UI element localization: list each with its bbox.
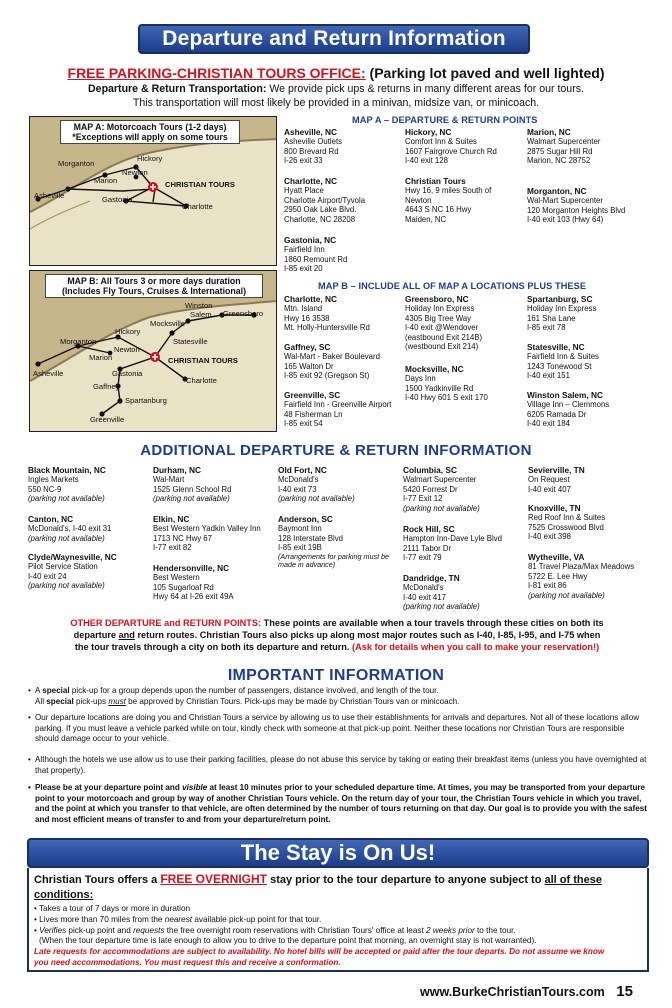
location-name: Hickory, NC (405, 127, 452, 137)
location-line: I-40 exit 103 (Hwy 64) (527, 215, 604, 225)
stay-intro-red: FREE OVERNIGHT (160, 872, 268, 886)
location-line: Walmart Supercenter (527, 137, 601, 147)
location-line: 1713 NC Hwy 67 (153, 533, 212, 543)
location-name: Statesville, NC (527, 342, 585, 352)
town-greensboro: Greensboro (223, 309, 264, 318)
location-line: 6205 Ramada Dr (527, 409, 587, 419)
location-line: I-77 Exit 12 (403, 494, 443, 504)
c2-post: available pick-up point for that tour. (192, 914, 322, 924)
parking-label: FREE PARKING-CHRISTIAN TOURS OFFICE: (67, 65, 366, 81)
location-line: 161 Sha Lane (527, 313, 576, 323)
location-name: Old Fort, NC (278, 465, 327, 475)
transport-info (30, 83, 642, 111)
location-line: Mtn. Island (284, 304, 323, 314)
town-hickory: Hickory (137, 154, 163, 163)
location-greenville (284, 390, 391, 429)
bullet-icon: • (28, 783, 31, 792)
location-line: Charlotte Airport/Tyvola (284, 195, 366, 205)
other-label: OTHER DEPARTURE and RETURN POINTS: (70, 618, 262, 628)
other-line2u: and (118, 629, 135, 640)
location-durham (153, 465, 231, 504)
c3-em2: requests (133, 925, 165, 935)
stay-box (27, 868, 649, 972)
location-line: Maiden, NC (405, 214, 447, 224)
location-columbia (403, 465, 480, 513)
location-asheville (284, 127, 342, 166)
location-winston-salem (527, 390, 609, 429)
other-line1: These points are available when a tour travels through these cities on both its (261, 618, 604, 628)
c3-em1: Verifies (39, 925, 67, 935)
location-line: 128 Interstate Blvd (278, 533, 344, 543)
map-b-title (45, 274, 263, 298)
location-name: Charlotte, NC (284, 176, 338, 186)
stay-intro-mid: stay prior to the tour departure to anyone subject to (267, 874, 545, 886)
location-note: (parking not available) (403, 602, 480, 612)
location-line: Holiday Inn Express (405, 304, 475, 314)
location-line: Baymont Inn (278, 524, 322, 534)
map-b (29, 270, 277, 432)
location-name: Anderson, SC (278, 514, 333, 524)
location-name: Sevierville, TN (528, 465, 585, 475)
b2-text: Our departure locations are doing you and Christian Tours a service by allowing us to use their establishments for arrivals and departures. Not all of these locations allow parking. If you must leave a vehicle parked while on tour, kindly check with someone at that pick-up point. Neither these locations nor Christian Tours are responsible should damage occur to your vehicle. (35, 713, 640, 744)
stay-intro (34, 872, 642, 902)
location-clyde-waynesville (28, 552, 117, 591)
stay-intro-u: all of these conditions: (34, 874, 602, 901)
location-name: Winston Salem, NC (527, 390, 603, 400)
location-line: Days Inn (405, 374, 436, 384)
location-name: Gastonia, NC (284, 235, 337, 245)
important-bullet-4 (28, 783, 648, 826)
b1-l2-pre: All (35, 696, 47, 706)
location-rock-hill (403, 524, 502, 563)
other-line2b: return routes. Christian Tours also picks up along most major routes such as I-40, I-85, I-95, and I-75 when (134, 629, 601, 640)
parking-heading (0, 65, 672, 82)
bullet-icon: • (28, 713, 31, 722)
map-b-title-line1: MAP B: All Tours 3 or more days duration (67, 276, 241, 286)
important-title: IMPORTANT INFORMATION (227, 667, 445, 684)
location-charlotte (284, 176, 365, 224)
other-line3-red: (Ask for details when you call to make your reservation!) (349, 641, 600, 652)
stay-condition-1: • Takes a tour of 7 days or more in duration (34, 903, 191, 913)
location-mocksville (405, 364, 488, 403)
location-wytheville (528, 552, 634, 600)
location-line: Hwy 64 at I-26 exit 49A (153, 592, 234, 602)
stay-condition-2: • Lives more than 70 miles from the nearest available pick-up point for that tour. (34, 914, 322, 924)
location-note: (parking not available) (28, 494, 105, 504)
location-line: I-40 exit 73 (278, 484, 317, 494)
location-line: 4643 S NC 16 Hwy (405, 205, 472, 215)
stay-banner: The Stay is On Us! (27, 838, 649, 868)
transport-label: Departure & Return Transportation: (88, 83, 267, 95)
location-name: Wytheville, VA (528, 552, 585, 562)
location-line: I-81 exit 86 (528, 581, 567, 591)
location-line: 48 Fisherman Ln (284, 409, 343, 419)
town-marion: Marion (94, 176, 118, 185)
c1: Takes a tour of 7 days or more in duration (39, 903, 191, 913)
map-b-section-title: MAP B – INCLUDE ALL OF MAP A LOCATIONS PLUS THESE (318, 281, 587, 291)
b1-l2-mid: pick-ups (73, 696, 109, 706)
location-note: (parking not available) (28, 533, 105, 543)
location-line: 2950 Oak Lake Blvd. (284, 205, 357, 215)
b3-text: Although the hotels we use allow us to use their parking facilities, please do not abuse this service by taking or eating their breakfast items (unless you have overnighted at that property). (35, 755, 647, 775)
location-knoxville (528, 503, 605, 542)
office-label: CHRISTIAN TOURS (168, 356, 238, 365)
town-marion: Marion (89, 353, 113, 362)
location-line: I-85 exit 19B (278, 543, 322, 553)
location-line: Fairfield Inn - Greenville Airport (284, 400, 392, 410)
parking-note: (Parking lot paved and well lighted) (365, 65, 605, 81)
location-name: Marion, NC (527, 127, 571, 137)
location-sevierville (528, 465, 585, 494)
c3-l2: (When the tour departure time is late enough to allow you to drive to the departure point that morning, an overnight stay is not warranted). (39, 936, 537, 946)
town-charlotte: Charlotte (182, 202, 213, 211)
location-line: Holiday Inn Express (527, 304, 597, 314)
location-name: Charlotte, NC (284, 294, 338, 304)
location-name: Asheville, NC (284, 127, 338, 137)
location-line: Marion, NC 28752 (527, 156, 591, 166)
transport-line1: We provide pick ups & returns in many different areas for our tours. (266, 83, 584, 95)
location-line: Fairfield Inn (284, 245, 325, 255)
other-departure-note (54, 618, 620, 654)
location-line: 1525 Glenn School Rd (153, 484, 232, 494)
location-elkin (153, 514, 261, 553)
b1-pre: A (35, 686, 43, 695)
location-line: On Request (528, 475, 570, 485)
location-name: Gaffney, SC (284, 342, 331, 352)
map-a-section-title: MAP A – DEPARTURE & RETURN POINTS (352, 115, 538, 125)
b4-pre: Please be at your departure point and (35, 783, 183, 792)
location-line: McDonald's (278, 475, 319, 485)
location-line: Village Inn – Clemmons (527, 400, 610, 410)
location-name: Greenville, SC (284, 390, 341, 400)
footer (420, 983, 633, 1001)
location-name: Spartanburg, SC (527, 294, 593, 304)
stay-late-note (34, 947, 642, 969)
location-line: Ingles Markets (28, 475, 79, 485)
location-line: I-40 Hwy 601 S exit 170 (405, 393, 488, 403)
b4-em: visible (182, 783, 208, 792)
late1: Late requests for accommodations are subject to availability. No hotel bills will be accepted or paid after the tour departs. Do not assume we know (34, 947, 605, 957)
town-asheville: Asheville (33, 369, 64, 378)
location-line: 105 Sugarloaf Rd (153, 582, 214, 592)
location-line: I-77 exit 79 (403, 553, 442, 563)
location-line: (eastbound Exit 214B) (405, 332, 483, 342)
b1-l2-em: must (108, 696, 126, 706)
location-name: Dandridge, TN (403, 573, 460, 583)
location-spartanburg (527, 294, 596, 333)
town-spartanburg: Spartanburg (125, 396, 167, 405)
location-line: 7525 Crosswood Blvd (528, 522, 604, 532)
location-christian-tours (405, 176, 491, 224)
b4-post: at least 10 minutes prior to your scheduled departure time. At times, you may be transported from your departure point to your motorcoach and group by way of another Christian Tours vehicle. On the return day of your tour, the Christian Tours vehicle in which you travel, and the point at which you transfer to that vehicle, are often determined by the number of tours returning on that day. Our goal is to provide you with the safest and most efficient means of transfer to and from your departure/return point. (35, 783, 647, 825)
location-line: Charlotte, NC 28208 (284, 214, 356, 224)
location-note: (parking not available) (153, 494, 230, 504)
location-line: Comfort Inn & Suites (405, 137, 477, 147)
location-hendersonville (153, 563, 234, 602)
town-mocksville: Mocksville (150, 319, 186, 328)
location-line: I-40 exit 184 (527, 419, 570, 429)
location-line: 5420 Forrest Dr (403, 484, 458, 494)
location-gastonia (284, 235, 347, 274)
important-bullet-3 (28, 755, 648, 776)
c3-end: to the tour. (474, 925, 516, 935)
location-line: Mt. Holly-Huntersville Rd (284, 323, 370, 333)
location-line: 2875 Sugar Hill Rd (527, 146, 593, 156)
location-line: Hwy 16, 9 miles South of (405, 186, 492, 196)
town-statesville: Statesville (173, 337, 208, 346)
location-line: 2111 Tabor Dr (403, 543, 452, 553)
b1-post: pick-up for a group depends upon the number of passengers, distance involved, and length of the tour. (69, 686, 439, 695)
location-name: Greensboro, NC (405, 294, 469, 304)
location-name: Morganton, NC (527, 186, 587, 196)
location-line: I-26 exit 33 (284, 156, 323, 166)
location-name: Black Mountain, NC (28, 465, 106, 475)
location-canton (28, 514, 111, 543)
additional-title: ADDITIONAL DEPARTURE & RETURN INFORMATION (140, 442, 532, 459)
town-newton: Newton (114, 345, 140, 354)
location-line: I-40 exit 24 (28, 571, 67, 581)
location-line: McDonald's (403, 583, 444, 593)
location-line: I-40 exit 417 (403, 592, 446, 602)
town-morganton: Morganton (58, 159, 95, 168)
location-line: Hwy 16 3538 (284, 313, 330, 323)
c2-pre: Lives more than 70 miles from the (39, 914, 165, 924)
town-morganton: Morganton (60, 337, 97, 346)
location-line: 4305 Big Tree Way (405, 313, 472, 323)
location-hickory (405, 127, 497, 166)
c3-mid: pick-up point and (66, 925, 134, 935)
stay-conditions (34, 904, 642, 969)
location-name: Durham, NC (153, 465, 201, 475)
location-line: I-85 exit 54 (284, 419, 323, 429)
location-line: 1607 Fairgrove Church Rd (405, 146, 497, 156)
stay-intro-pre: Christian Tours offers a (34, 874, 161, 886)
location-note: (Arrangements for parking must be made in advance) (278, 551, 390, 570)
location-line: 1243 Tonewood St (527, 361, 592, 371)
location-line: Best Western Yadkin Valley Inn (153, 524, 261, 534)
map-a-title-line2: *Exceptions will apply on some tours (72, 132, 228, 143)
map-b-title-line2: (Includes Fly Tours, Cruises & International) (61, 286, 247, 297)
location-line: I-40 exit 128 (405, 156, 448, 166)
location-statesville (527, 342, 599, 381)
location-note: (parking not available) (403, 503, 480, 513)
location-line: I-40 exit @Wendover (405, 323, 479, 333)
location-line: 550 NC-9 (28, 484, 62, 494)
other-line2a: departure (73, 629, 119, 640)
location-line: I-85 exit 20 (284, 264, 323, 274)
location-line: McDonald's, I-40 exit 31 (28, 524, 112, 534)
location-line: I-40 exit 398 (528, 532, 571, 542)
location-line: Fairfield Inn & Suites (527, 352, 599, 362)
location-morganton (527, 186, 625, 225)
town-gastonia: Gastonia (102, 195, 133, 204)
location-line: 800 Brevard Rd (284, 146, 339, 156)
location-line: I-40 exit 407 (528, 484, 571, 494)
town-winston: Winston (185, 301, 213, 310)
c3-em3: 2 weeks prior (426, 925, 475, 935)
town-hickory: Hickory (115, 327, 141, 336)
town-gastonia: Gastonia (112, 369, 143, 378)
footer-url[interactable]: www.BurkeChristianTours.com (420, 985, 605, 999)
office-marker-icon (150, 352, 160, 362)
location-line: Pilot Service Station (28, 562, 98, 572)
b1-l2-bold: special (46, 696, 74, 706)
location-note: (parking not available) (278, 494, 355, 504)
location-note: (parking not available) (28, 581, 105, 591)
page-number: 15 (616, 983, 633, 1000)
location-note: (parking not available) (528, 590, 605, 600)
location-anderson (278, 514, 398, 570)
page-title: Departure and Return Information (138, 24, 530, 54)
transport-line2: This transportation will most likely be provided in a minivan, midsize van, or minicoach. (132, 96, 540, 109)
location-line: 165 Walton Dr (284, 361, 334, 371)
location-line: Hyatt Place (284, 186, 324, 196)
location-line: Wal-Mart - Baker Boulevard (284, 352, 380, 362)
location-line: Best Western (153, 573, 200, 583)
map-a-title (60, 120, 240, 144)
late2: you need accommodations. You must request this and receive a conformation. (34, 958, 341, 968)
location-line: 120 Morganton Heights Blvd (527, 205, 626, 215)
location-line: Wal-Mart (153, 475, 185, 485)
town-salem: Salem (190, 310, 212, 319)
location-charlotte-mtn-island (284, 294, 370, 333)
location-name: Christian Tours (405, 176, 466, 186)
bullet-icon: • (28, 755, 31, 764)
town-charlotte: Charlotte (186, 376, 217, 385)
location-name: Mocksville, NC (405, 364, 464, 374)
important-bullet-2 (28, 713, 648, 745)
location-marion (527, 127, 600, 166)
location-line: Asheville Outlets (284, 137, 343, 147)
map-a (29, 116, 277, 266)
location-line: I-40 exit 151 (527, 371, 570, 381)
location-line: I-77 exit 82 (153, 543, 192, 553)
c2-em: nearest (164, 914, 193, 924)
important-bullet-1 (28, 686, 648, 707)
location-line: I-85 exit 78 (527, 323, 566, 333)
location-name: Canton, NC (28, 514, 74, 524)
location-dandridge (403, 573, 480, 612)
location-name: Elkin, NC (153, 514, 190, 524)
location-line: 81 Travel Plaza/Max Meadows (528, 562, 635, 572)
town-asheville: Asheville (34, 191, 65, 200)
c3-post: the free overnight room reservations with Christian Tours' office at least (164, 925, 427, 935)
location-name: Hendersonville, NC (153, 563, 230, 573)
location-name: Clyde/Waynesville, NC (28, 552, 117, 562)
location-line: 5722 E. Lee Hwy (528, 571, 588, 581)
b1-l2-post: be approved by Christian Tours. Pick-ups may be made by Christian Tours van or minicoach. (125, 696, 460, 706)
location-line: Newton (405, 195, 432, 205)
location-line: Red Roof Inn & Suites (528, 513, 606, 523)
location-line: 1500 Yadkinville Rd (405, 383, 474, 393)
location-line: Walmart Supercenter (403, 475, 477, 485)
location-name: Columbia, SC (403, 465, 457, 475)
bullet-icon: • (28, 686, 31, 695)
location-line: (westbound Exit 214) (405, 342, 479, 352)
location-line: I-85 exit 92 (Gregson St) (284, 371, 370, 381)
town-gaffney: Gaffney (93, 382, 120, 391)
location-line: 1860 Remount Rd (284, 254, 348, 264)
location-line: Hampton Inn-Dave Lyle Blvd (403, 534, 502, 544)
location-line: Wal-Mart Supercenter (527, 196, 603, 206)
town-greenville: Greenville (90, 415, 125, 424)
map-a-title-line1: MAP A: Motorcoach Tours (1-2 days) (73, 122, 227, 132)
location-gaffney (284, 342, 380, 381)
office-marker-icon (148, 182, 158, 192)
b1-bold: special (42, 686, 70, 695)
location-name: Knoxville, TN (528, 503, 581, 513)
location-old-fort (278, 465, 355, 504)
other-line3: the tour travels through a city on both its departure and return. (74, 641, 350, 652)
location-greensboro (405, 294, 482, 352)
office-label: CHRISTIAN TOURS (165, 180, 235, 189)
location-name: Rock Hill, SC (403, 524, 455, 534)
town-newton: Newton (122, 168, 148, 177)
location-black-mountain (28, 465, 106, 504)
stay-condition-3: • Verifies pick-up point and requests the free overnight room reservations with Christian Tours' office at least 2 weeks prior to the tour. (34, 925, 516, 935)
